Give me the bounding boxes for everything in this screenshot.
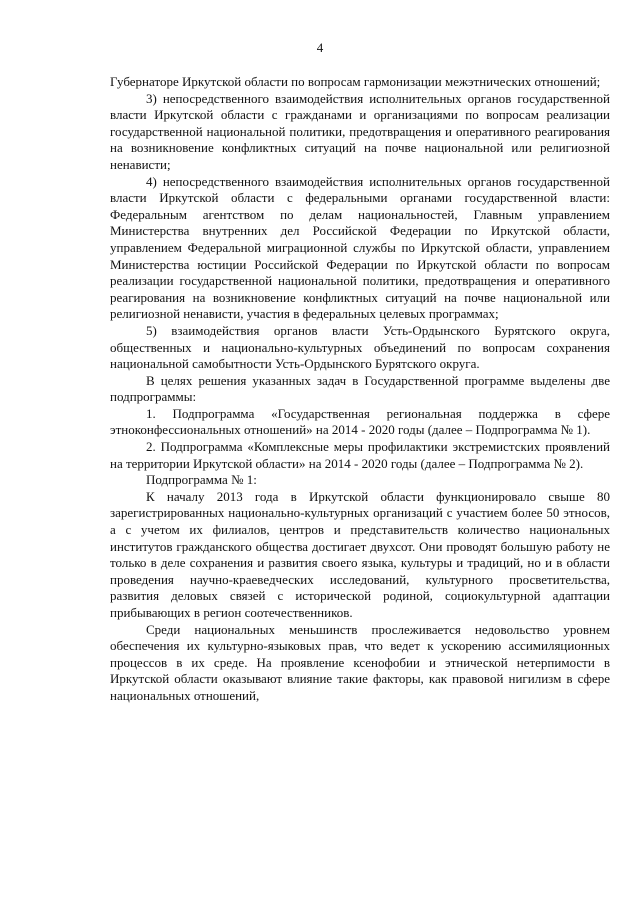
paragraph-organizations: К началу 2013 года в Иркутской области функционировало свыше 80 зарегистрированных национально-культурных организаций с участием более 50 этносов, а с учетом их филиалов, центров и представительств количество национальных институтов гражданского общества достигает двухсот. Они проводят большую работу не только в деле сохранения и развития своего языка, культуры и традиций, но и в области проведения научно-краеведческих исследований, культурного просветительства, развития деловых связей с исторической родиной, социокультурной адаптации прибывающих в регион соотечественников. (110, 488, 610, 620)
document-body (110, 74, 610, 705)
paragraph-subprogram-2: 2. Подпрограмма «Комплексные меры профилактики экстремистских проявлений на территории Иркутской области» на 2014 - 2020 годы (далее – Подпрограмма № 2). (110, 439, 610, 471)
subprogram-1-heading: Подпрограмма № 1: (146, 472, 257, 488)
paragraph-subprogram-1: 1. Подпрограмма «Государственная региональная поддержка в сфере этноконфессиональных отношений» на 2014 - 2020 годы (далее – Подпрограмма № 1). (110, 405, 610, 438)
paragraph-item-5: 5) взаимодействия органов власти Усть-Ордынского Бурятского округа, общественных и национально-культурных объединений по вопросам сохранения национальной самобытности Усть-Ордынского Бурятского округа. (110, 322, 610, 372)
page-number: 4 (316, 40, 324, 55)
paragraph-subprograms-intro: В целях решения указанных задач в Государственной программе выделены две подпрограммы: (110, 372, 610, 405)
paragraph-minorities: Среди национальных меньшинств прослеживается недовольство уровнем обеспечения их культурно-языковых прав, что ведет к ускорению ассимиляционных процессов в их среде. На проявление ксенофобии и этнической нетерпимости в Иркутской области оказывают влияние такие факторы, как правовой нигилизм в сфере национальных отношений, (110, 621, 610, 703)
paragraph-item-3: 3) непосредственного взаимодействия исполнительных органов государственной власти Иркутской области с гражданами и организациями по вопросам реализации государственной национальной политики, предотвращения и оперативного реагирования на возникновение конфликтных ситуаций на почве национальной или религиозной ненависти; (110, 90, 610, 172)
paragraph-item-4: 4) непосредственного взаимодействия исполнительных органов государственной власти Иркутской области с федеральными органами государственной власти: Федеральным агентством по делам национальностей, Главным управлением Министерства внутренних дел Российской Федерации по Иркутской области, управлением Федеральной миграционной службы по Иркутской области, управлением Министерства юстиции Российской Федерации по Иркутской области по вопросам реализации государственной национальной политики, предотвращения и оперативного реагирования на возникновение конфликтных ситуаций на почве национальной или религиозной ненависти, участия в федеральных целевых программах; (110, 173, 610, 322)
paragraph-1: Губернаторе Иркутской области по вопросам гармонизации межэтнических отношений; (110, 74, 601, 89)
